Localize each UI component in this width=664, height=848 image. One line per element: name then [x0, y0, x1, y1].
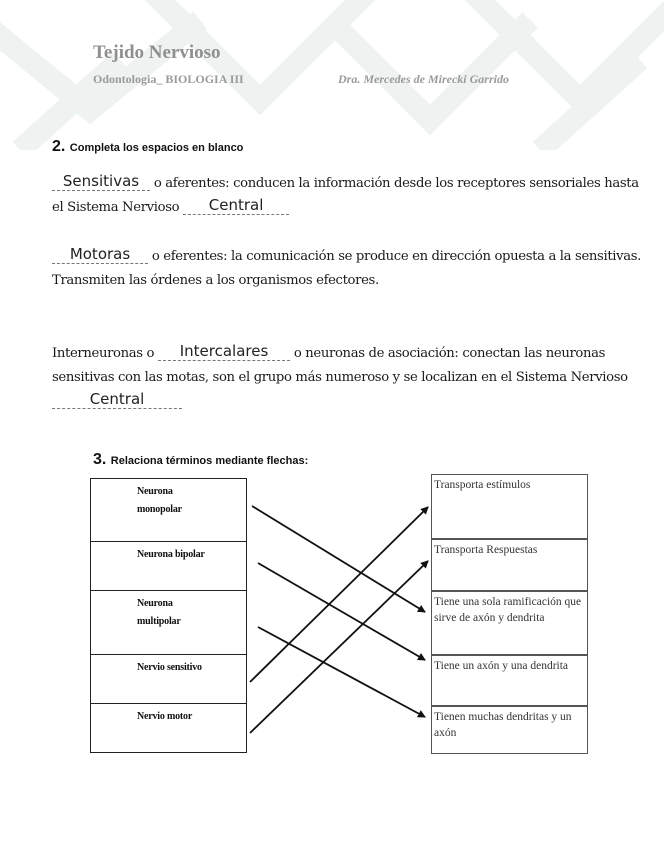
right-term-2[interactable]: Transporta Respuestas	[431, 539, 588, 591]
answer-blank-central-2[interactable]: Central	[52, 390, 182, 409]
answer-blank-motoras[interactable]: Motoras	[52, 245, 148, 264]
teacher-name: Dra. Mercedes de Mirecki Garrido	[338, 72, 509, 86]
right-term-3[interactable]: Tiene una sola ramificación que sirve de axón y dendrita	[431, 591, 588, 655]
left-term-4[interactable]: Nervio sensitivo	[90, 654, 247, 705]
left-term-2[interactable]: Neurona bipolar	[90, 541, 247, 592]
paragraph-text-start: Interneuronas o	[52, 346, 155, 361]
section-2-number: 2.	[52, 138, 66, 155]
answer-blank-central-1[interactable]: Central	[183, 196, 289, 215]
right-term-5[interactable]: Tienen muchas dendritas y un axón	[431, 706, 588, 754]
answer-blank-intercalares[interactable]: Intercalares	[158, 342, 290, 361]
right-term-4[interactable]: Tiene un axón y una dendrita	[431, 655, 588, 706]
paragraph-text: o neuronas de asociación: conectan las neuronas sensitivas con las motas, son el grupo más numeroso y se localizan en el Sistema Nervioso	[52, 346, 628, 385]
answer-blank-sensitivas[interactable]: Sensitivas	[52, 172, 150, 191]
paragraph-text: o aferentes: conducen la información desde los receptores sensoriales hasta el Sistema Nervioso	[52, 176, 639, 215]
section-2-title: Completa los espacios en blanco	[69, 142, 244, 154]
document-title: Tejido Nervioso	[93, 42, 221, 63]
section-3-number: 3.	[93, 451, 107, 468]
section-3-title: Relaciona términos mediante flechas:	[110, 455, 309, 467]
left-term-1[interactable]: Neurona monopolar	[90, 478, 247, 543]
left-term-5[interactable]: Nervio motor	[90, 703, 247, 753]
left-term-3[interactable]: Neurona multipolar	[90, 590, 247, 656]
right-term-1[interactable]: Transporta estímulos	[431, 474, 588, 539]
course-name: Odontologia_ BIOLOGIA III	[93, 72, 244, 86]
arrow-sensitivo	[250, 507, 428, 682]
paragraph-text: o eferentes: la comunicación se produce en dirección opuesta a la sensitivas. Transmiten las órdenes a los organismos efectores.	[52, 249, 642, 288]
arrow-multipolar	[258, 627, 425, 717]
